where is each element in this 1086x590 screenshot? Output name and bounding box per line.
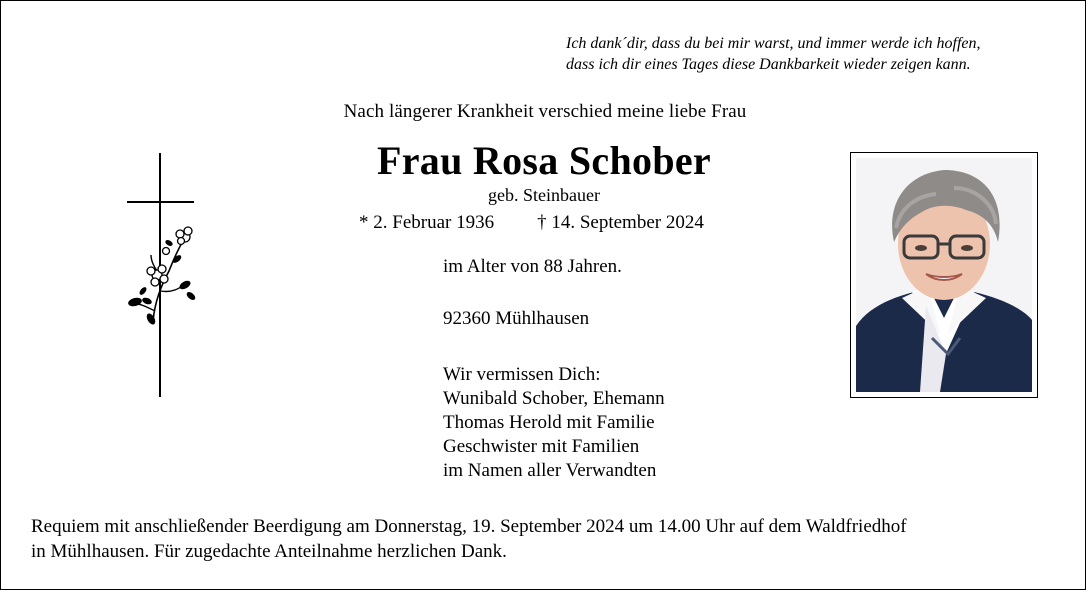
deceased-name: Frau Rosa Schober xyxy=(377,138,711,183)
funeral-details xyxy=(31,514,1071,564)
death-date: † 14. September 2024 xyxy=(537,212,704,233)
maiden-name: geb. Steinbauer xyxy=(488,185,600,205)
life-dates xyxy=(359,212,704,234)
quote-line-1: Ich dank´dir, dass du bei mir warst, und immer werde ich hoffen, xyxy=(566,35,981,52)
memorial-quote xyxy=(566,33,1076,75)
mourners-list xyxy=(443,363,665,483)
mourner-line: Thomas Herold mit Familie xyxy=(443,412,655,433)
mourner-line: im Namen aller Verwandten xyxy=(443,460,657,481)
age-text: im Alter von 88 Jahren. xyxy=(443,256,622,277)
funeral-details-line-2: in Mühlhausen. Für zugedachte Anteilnahme herzlichen Dank. xyxy=(31,541,507,562)
cross-with-roses-icon xyxy=(121,151,203,399)
mourner-line: Geschwister mit Familien xyxy=(443,436,640,457)
birth-date: * 2. Februar 1936 xyxy=(359,212,495,233)
location-text: 92360 Mühlhausen xyxy=(443,308,590,329)
mourners-heading: Wir vermissen Dich: xyxy=(443,364,601,385)
quote-line-2: dass ich dir eines Tages diese Dankbarkeit wieder zeigen kann. xyxy=(566,56,971,73)
mourner-line: Wunibald Schober, Ehemann xyxy=(443,388,665,409)
intro-text: Nach längerer Krankheit verschied meine liebe Frau xyxy=(343,101,747,122)
portrait-photo xyxy=(856,158,1032,392)
funeral-details-line-1: Requiem mit anschließender Beerdigung am Donnerstag, 19. September 2024 um 14.00 Uhr auf dem Waldfriedhof xyxy=(31,516,907,537)
portrait-photo-frame xyxy=(850,152,1038,398)
